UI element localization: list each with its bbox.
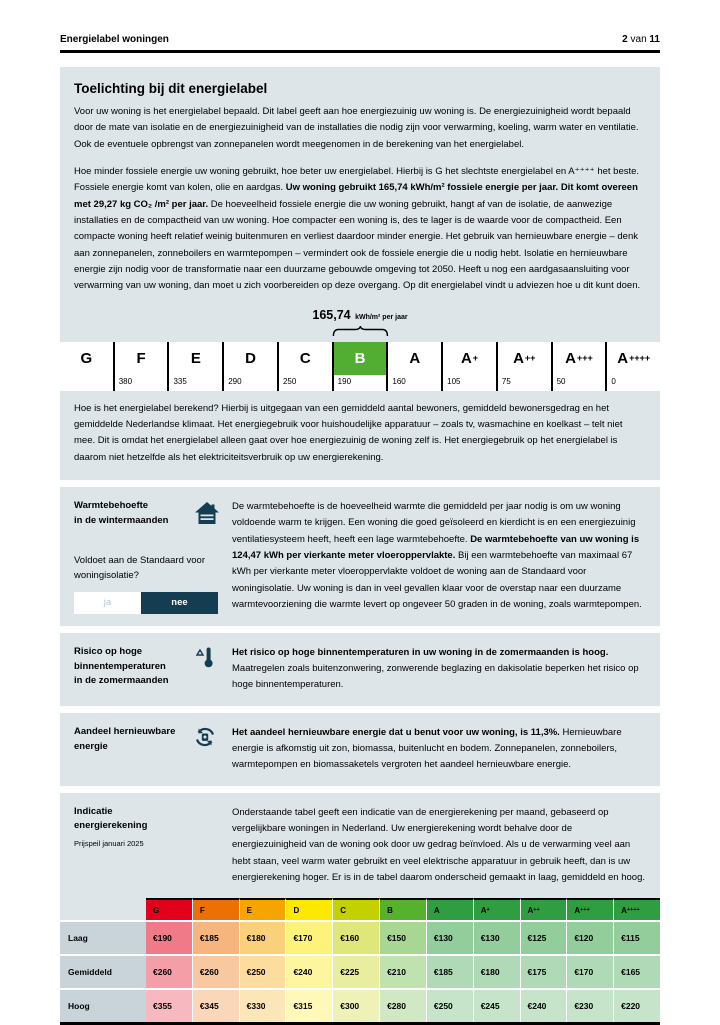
cost-table-col-App: A ++	[521, 898, 568, 920]
cost-cell: €185	[193, 920, 240, 954]
cost-cell: €230	[567, 988, 614, 1022]
cost-cell: €120	[567, 920, 614, 954]
cost-table	[60, 898, 660, 1022]
page-total: 11	[649, 34, 660, 45]
cost-cell: €125	[521, 920, 568, 954]
warmtebehoefte-heading-line1: Warmtebehoefte	[74, 499, 149, 511]
risico-left	[74, 645, 232, 694]
scale-boundary: 380	[113, 375, 168, 391]
brace-icon	[332, 326, 388, 336]
cost-cell: €345	[193, 988, 240, 1022]
intro-paragraph-1: Voor uw woning is het energielabel bepaald. Dit label geeft aan hoe energiezuinig uw woning is. De energiezuinigheid wordt bepaald door de mate van isolatie en de energiezuinigheid van de installaties die nodig zijn voor verwarming, koeling, warm water en ventilatie. Ook de eventuele opbrengst van zonnepanelen wordt meegenomen in de berekening van het energielabel.	[74, 106, 639, 150]
cost-table-col-G: G	[146, 898, 193, 920]
risico-heading-line3: in de zomermaanden	[74, 675, 169, 687]
cost-cell: €245	[474, 988, 521, 1022]
indicatie-top	[74, 805, 646, 887]
cost-table-row-gemiddeld	[60, 954, 660, 988]
energy-value-wrap	[312, 306, 407, 324]
cost-cell: €180	[474, 954, 521, 988]
section-warmtebehoefte	[60, 487, 660, 626]
indicatie-left	[74, 805, 232, 887]
text-segment: Uw woning gebruikt 165,74 kWh/m² fossiele energie per jaar. Dit komt overeen met 29,27 kg CO₂ /m² per jaar.	[74, 182, 638, 210]
warmtebehoefte-heading-line2: in de wintermaanden	[74, 514, 169, 526]
house-icon	[194, 500, 220, 526]
section-aandeel	[60, 713, 660, 786]
cost-cell: €250	[240, 954, 287, 988]
text-segment: De warmtebehoefte is de hoeveelheid warmte die gemiddeld per jaar nodig is om uw woning voldoende warm te krijgen. Een woning die goed geïsoleerd en kierdicht is en een energiezuinig ventilatiesysteem heeft, heeft een lage warmtebehoefte.	[232, 500, 636, 545]
cost-cell: €355	[146, 988, 193, 1022]
warmtebehoefte-body	[232, 499, 646, 614]
cost-cell: €130	[474, 920, 521, 954]
cost-cell: €330	[240, 988, 287, 1022]
scale-class-E: E	[167, 342, 222, 375]
warmtebehoefte-left	[74, 499, 232, 614]
scale-boundary: 190	[332, 375, 387, 391]
cost-cell: €240	[521, 988, 568, 1022]
cost-cell: €180	[240, 920, 287, 954]
cost-cell: €210	[380, 954, 427, 988]
aandeel-left	[74, 725, 232, 774]
scale-boundary: 250	[277, 375, 332, 391]
cost-cell: €185	[427, 954, 474, 988]
indicatie-heading-line2: energierekening	[74, 820, 148, 832]
cost-cell: €260	[193, 954, 240, 988]
cost-table-col-D: D	[286, 898, 333, 920]
scale-class-Appp: A +++	[551, 342, 606, 375]
cost-cell: €190	[146, 920, 193, 954]
scale-indicator	[60, 306, 660, 342]
scale-class-Apppp: A ++++	[605, 342, 660, 375]
section-indicatie	[60, 793, 660, 1025]
energy-value: 165,74	[312, 307, 351, 322]
scale-boundary: 105	[441, 375, 496, 391]
scale-boundary: 290	[222, 375, 277, 391]
page-title: Toelichting bij dit energielabel	[74, 81, 268, 96]
cost-cell: €170	[286, 920, 333, 954]
cost-table-corner	[60, 898, 146, 920]
text-segment: Hernieuwbare energie is afkomstig uit zon, biomassa, buitenlucht en bodem. Zonnepanelen, zonneboilers, warmtepompen en biomassaketels vergroten het aandeel hernieuwbare energie.	[232, 726, 622, 771]
page-number	[622, 34, 660, 45]
scale-class-Ap: A +	[441, 342, 496, 375]
text-segment: De warmtebehoefte van uw woning is 124,47 kWh per vierkante meter vloeroppervlakte.	[232, 533, 640, 561]
scale-class-D: D	[222, 342, 277, 375]
indicatie-body	[232, 805, 646, 887]
cost-table-col-E: E	[240, 898, 287, 920]
indicatie-text: Onderstaande tabel geeft een indicatie van de energierekening per maand, gebaseerd op vergelijkbare woningen in Nederland. Uw energierekening wordt behalve door de energiezuinigheid van de woning ook door uw gedrag beïnvloed. Als u de verwarming veel aan hebt staan, veel warm water gebruikt en veel elektrische apparatuur in gebruik heeft, dan is uw energierekening hoger. Er is in de tabel daarom onderscheid gemaakt in laag, gemiddeld en hoog.	[232, 806, 645, 884]
cost-cell: €165	[614, 954, 660, 988]
cost-cell: €280	[380, 988, 427, 1022]
row-label: Hoog	[60, 988, 146, 1022]
page-header	[60, 34, 660, 45]
cost-cell: €220	[614, 988, 660, 1022]
thermometer-icon	[194, 646, 216, 668]
warmtebehoefte-text	[232, 499, 646, 613]
intro-box	[60, 67, 660, 480]
aandeel-body	[232, 725, 646, 774]
risico-heading-line1: Risico op hoge	[74, 645, 143, 657]
text-segment: Het risico op hoge binnentemperaturen in uw woning in de zomermaanden is hoog.	[232, 646, 609, 658]
cost-cell: €150	[380, 920, 427, 954]
cost-table-col-B: B	[380, 898, 427, 920]
cost-cell: €175	[521, 954, 568, 988]
cost-table-col-Apppp: A ++++	[614, 898, 660, 920]
risico-body	[232, 645, 646, 694]
cost-cell: €315	[286, 988, 333, 1022]
section-risico	[60, 633, 660, 706]
aandeel-heading-line1: Aandeel hernieuwbare	[74, 725, 176, 737]
text-segment: De hoeveelheid fossiele energie die uw woning gebruikt, hangt af van de isolatie, de aanwezige installaties en de compactheid van uw woning. Hoe compacter een woning is, des te lager is de waarde voor de compactheid. Een compacte woning heeft relatief weinig buitenmuren en verliest daardoor minder energie. Het gebruik van hernieuwbare energie – denk aan zonnepanelen, zonneboilers en warmtepompen – vermindert ook de fossiele energie die u nodig hebt. Isolatie en hernieuwbare energie zijn nodig voor de transformatie naar een duurzame gebouwde omgeving tot 2050. Heeft u nog een aardgasaansluiting voor verwarming van uw woning, dan moet u zich voorbereiden op deze overgang. Op dit energielabel vindt u adviezen hoe u dit kunt doen.	[74, 198, 641, 292]
scale-boundary: 0	[605, 375, 660, 391]
cost-table-col-C: C	[333, 898, 380, 920]
cost-table-row-hoog	[60, 988, 660, 1022]
scale-class-B: B	[332, 342, 387, 375]
cost-cell: €300	[333, 988, 380, 1022]
aandeel-heading-line2: energie	[74, 740, 108, 752]
aandeel-text	[232, 725, 646, 774]
intro-paragraph-3: Hoe is het energielabel berekend? Hierbij is uitgegaan van een gemiddeld aantal bewoners, gemiddeld bewonersgedrag en het gemiddelde Nederlandse klimaat. Het energiegebruik voor huishoudelijke apparatuur – zoals tv, wasmachine en koelkast – telt niet mee. Dit is omdat het energielabel alleen gaat over hoe energiezuinig de woning zelf is. Het energiegebruik op het energielabel is daarom niet hetzelfde als het elektriciteitsverbruik op uw energierekening.	[74, 402, 623, 463]
row-label: Laag	[60, 920, 146, 954]
standaard-toggle	[74, 592, 218, 614]
text-segment: Het aandeel hernieuwbare energie dat u benut voor uw woning, is 11,3%.	[232, 726, 560, 738]
text-segment: Maatregelen zoals buitenzonwering, zonwerende beglazing en dakisolatie beperken het risico op hoge binnentemperaturen.	[232, 663, 639, 691]
toggle-option-nee[interactable]: nee	[141, 592, 218, 614]
page-separator: van	[630, 34, 647, 45]
cost-table-col-Ap: A +	[474, 898, 521, 920]
risico-heading-line2: binnentemperaturen	[74, 660, 166, 672]
scale-class-C: C	[277, 342, 332, 375]
energy-value-unit: kWh/m² per jaar	[355, 313, 408, 321]
scale-class-F: F	[113, 342, 168, 375]
cost-table-header-row	[60, 898, 660, 920]
cost-cell: €130	[427, 920, 474, 954]
text-segment: Bij een warmtebehoefte van maximaal 67 kWh per vierkante meter vloeroppervlakte voldoet de woning aan de Standaard voor woningisolatie. Uw woning is dan in veel gevallen klaar voor de overstap naar een duurzame warmtevoorziening die warmte levert op ongeveer 50 graden in de woning, zoals warmtepompen.	[232, 549, 642, 610]
price-level-note: Prijspeil januari 2025	[74, 839, 144, 849]
scale-boundary: 50	[551, 375, 606, 391]
risico-text	[232, 645, 646, 694]
cost-table-col-F: F	[193, 898, 240, 920]
scale-boundary: 335	[167, 375, 222, 391]
toggle-option-ja[interactable]: ja	[74, 592, 141, 614]
scale-boundary: 160	[386, 375, 441, 391]
page-current: 2	[622, 34, 628, 45]
indicatie-heading-line1: Indicatie	[74, 805, 113, 817]
intro-paragraph-2	[74, 164, 646, 295]
cost-cell: €170	[567, 954, 614, 988]
cost-cell: €240	[286, 954, 333, 988]
cost-cell: €160	[333, 920, 380, 954]
scale-boundary	[60, 375, 113, 391]
cost-cell: €260	[146, 954, 193, 988]
header-rule	[60, 50, 660, 53]
row-label: Gemiddeld	[60, 954, 146, 988]
cost-table-row-laag	[60, 920, 660, 954]
text-segment: Hoe minder fossiele energie uw woning gebruikt, hoe beter uw energielabel. Hierbij is G het slechtste energielabel en A⁺⁺⁺⁺ het beste. Fossiele energie komt van kolen, olie en aardgas.	[74, 165, 640, 194]
energy-scale-letters	[60, 342, 660, 375]
cost-cell: €115	[614, 920, 660, 954]
cost-cell: €225	[333, 954, 380, 988]
cost-table-col-A: A	[427, 898, 474, 920]
scale-class-G: G	[80, 349, 93, 367]
energy-scale-boundaries	[60, 375, 660, 391]
scale-class-App: A ++	[496, 342, 551, 375]
cost-table-col-Appp: A +++	[567, 898, 614, 920]
scale-class-A: A	[386, 342, 441, 375]
standaard-question: Voldoet aan de Standaard voor woningisolatie?	[74, 555, 205, 582]
document-title: Energielabel woningen	[60, 34, 169, 45]
cost-cell: €250	[427, 988, 474, 1022]
renewable-energy-icon	[194, 726, 216, 748]
scale-boundary: 75	[496, 375, 551, 391]
